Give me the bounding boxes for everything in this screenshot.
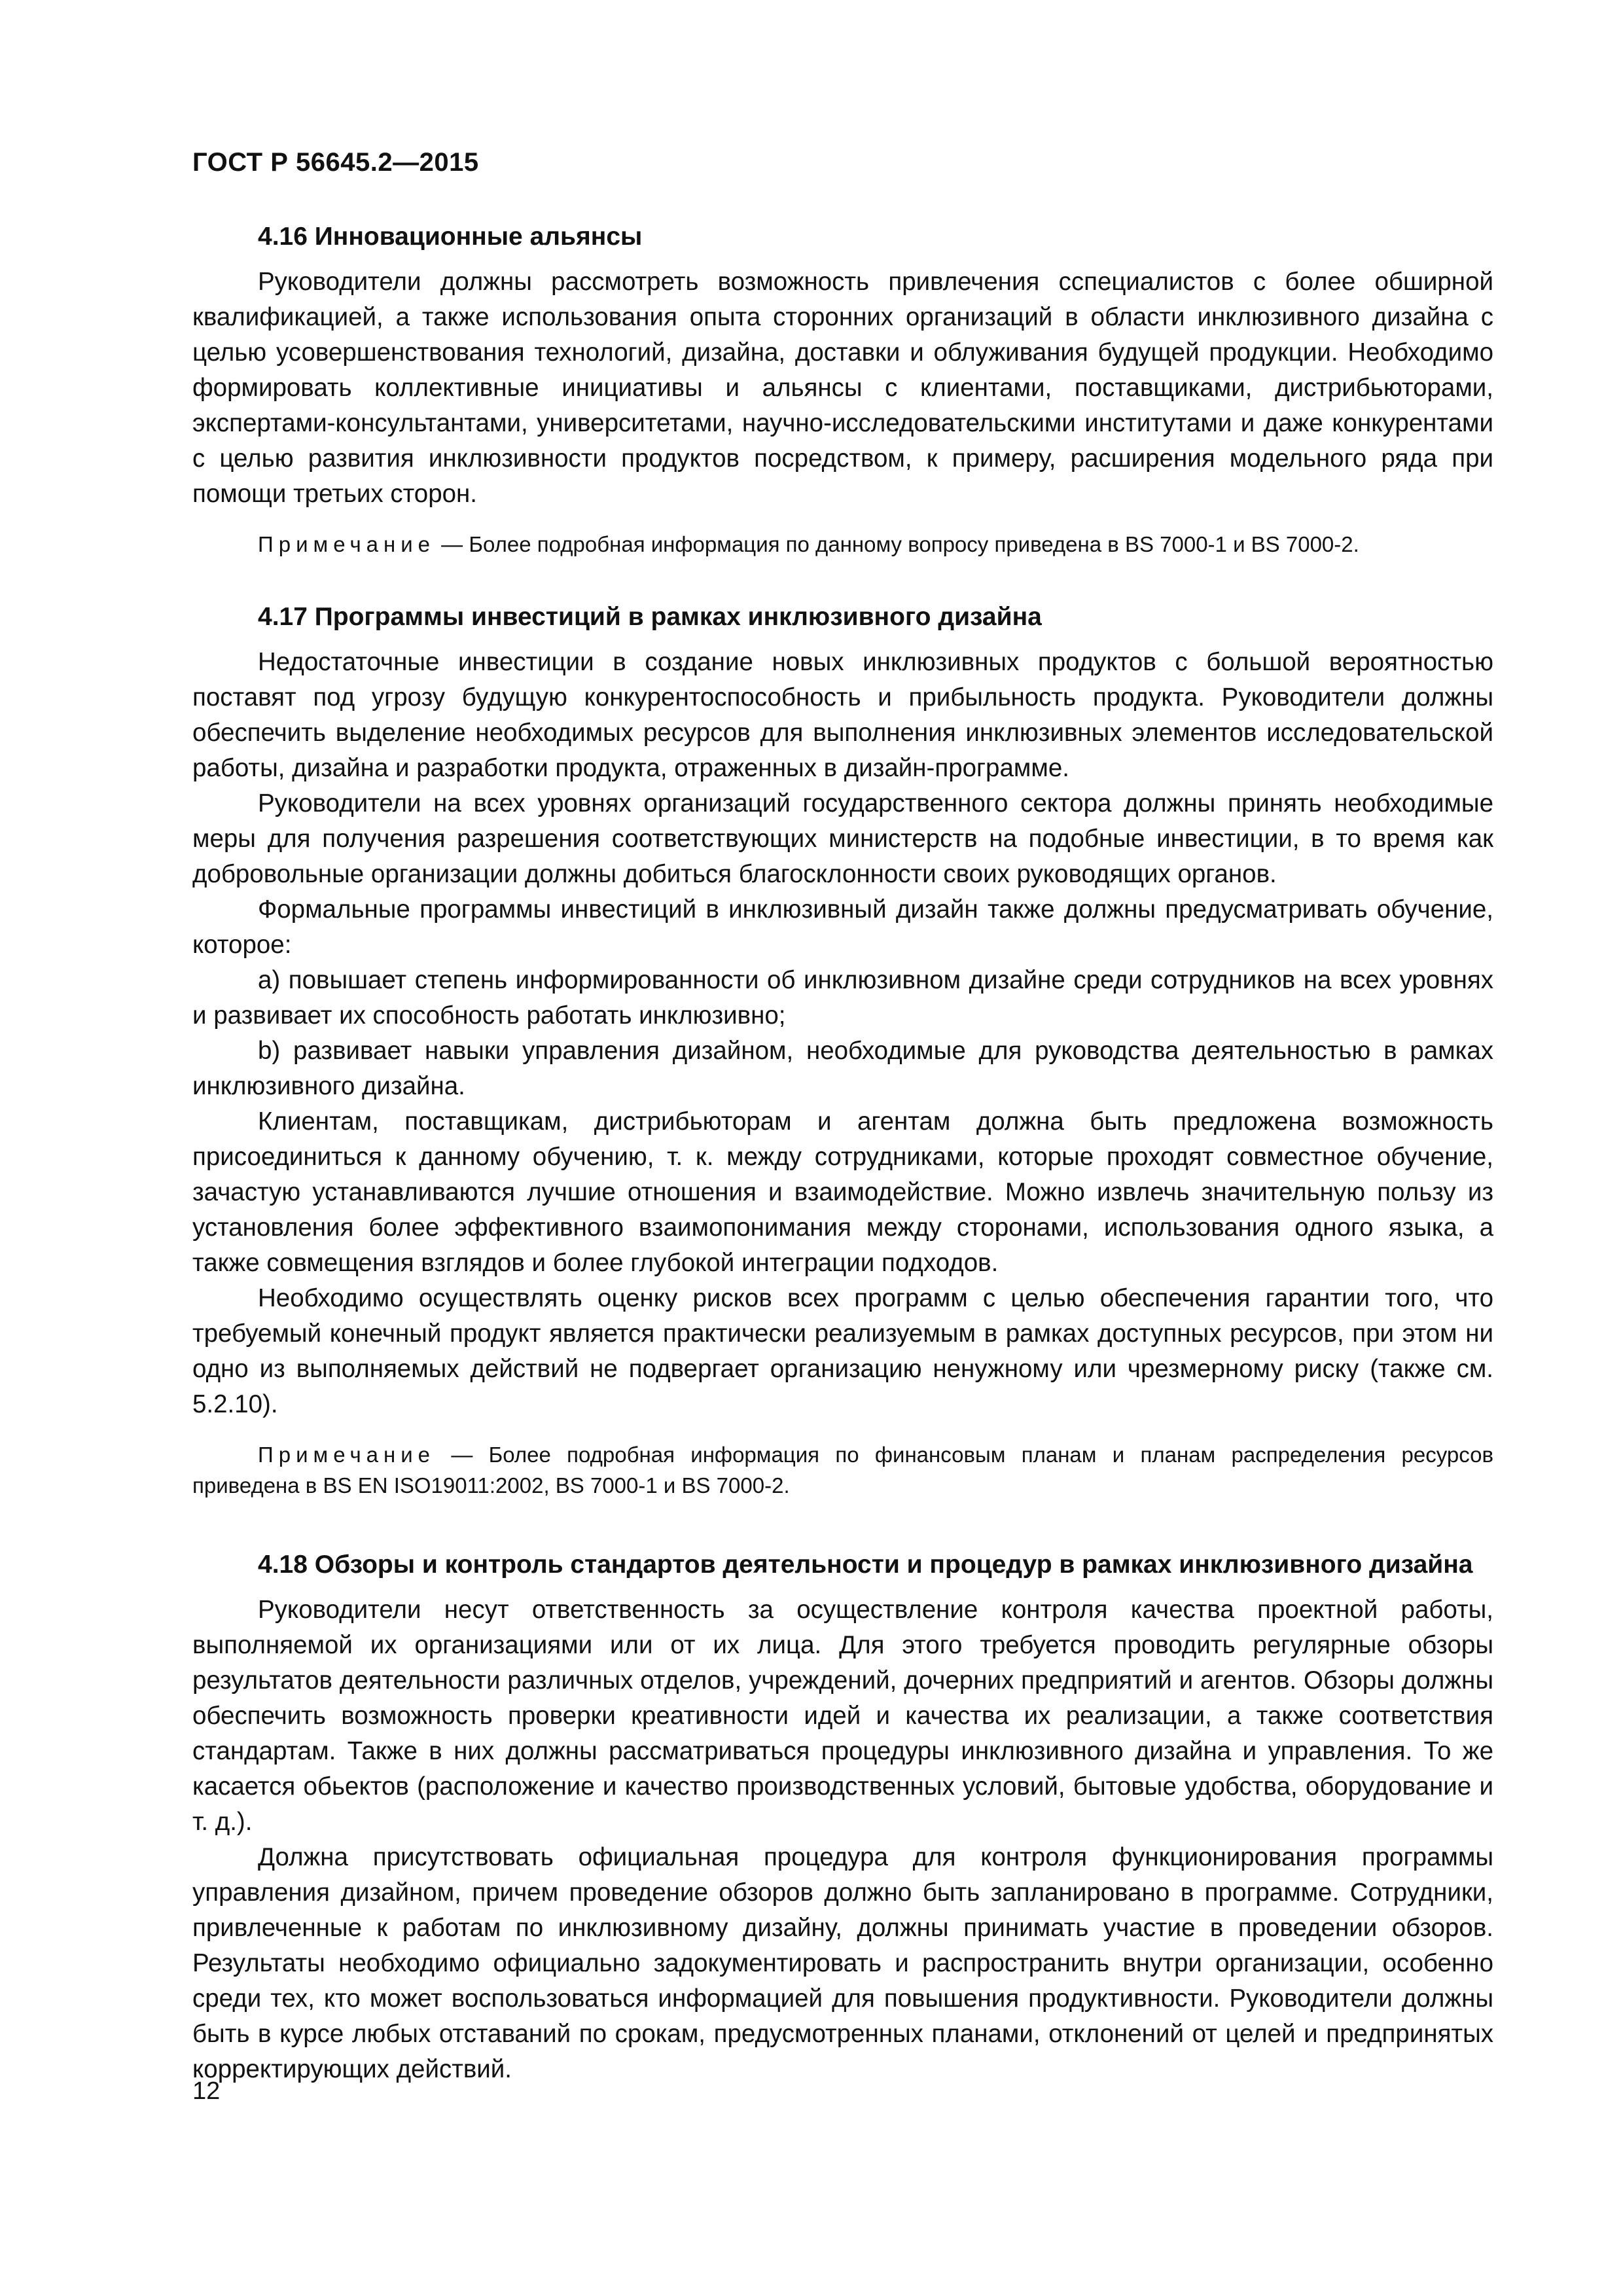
section-heading: 4.18 Обзоры и контроль стандартов деятельности и процедур в рамках инклюзивного дизайна	[258, 1551, 1473, 1579]
paragraph: Клиентам, поставщикам, дистрибьюторам и агентам должна быть предложена возможность присоединиться к данному обучению, т. к. между сотрудниками, которые проходят совместное обучение, зачастую устанавливаются лучшие отношения и взаимодействие. Можно извлечь значительную пользу из установления более эффективного взаимопонимания между сторонами, использования одного языка, а также совмещения взглядов и более глубокой интеграции подходов.	[192, 1107, 1493, 1277]
note	[192, 529, 1493, 560]
paragraph: Руководители несут ответственность за осуществление контроля качества проектной работы, выполняемой их организациями или от их лица. Для этого требуется проводить регулярные обзоры результатов деятельности различных отделов, учреждений, дочерних предприятий и агентов. Обзоры должны обеспечить возможность проверки креативности идей и качества их реализации, а также соответствия стандартам. Также в них должны рассматриваться процедуры инклюзивного дизайна и управления. То же касается обьектов (расположение и качество производственных условий, бытовые удобства, оборудование и т. д.).	[192, 1596, 1493, 1836]
paragraph: Руководители должны рассмотреть возможность привлечения сспециалистов с более обширной квалификацией, а также использования опыта сторонних организаций в области инклюзивного дизайна с целью усовершенствования технологий, дизайна, доставки и облуживания будущей продукции. Необходимо формировать коллективные инициативы и альянсы с клиентами, поставщиками, дистрибьюторами, экспертами-консультантами, университетами, научно-исследовательскими институтами и даже конкурентами с целью развития инклюзивности продуктов посредством, к примеру, расширения модельного ряда при помощи третьих сторон.	[192, 268, 1493, 508]
paragraph: Необходимо осуществлять оценку рисков всех программ с целью обеспечения гарантии того, что требуемый конечный продукт является практически реализуемым в рамках доступных ресурсов, при этом ни одно из выполняемых действий не подвергает организацию ненужному или чрезмерному риску (также см. 5.2.10).	[192, 1284, 1493, 1418]
note-text: — Более подробная информация по финансовым планам и планам распределения ресурсов приведена в BS EN ISO19011:2002, BS 7000-1 и BS 7000-2.	[192, 1443, 1493, 1498]
note-label: Примечание	[258, 532, 436, 556]
section-heading: 4.17 Программы инвестиций в рамках инклюзивного дизайна	[258, 603, 1042, 631]
list-item: а) повышает степень информированности об инклюзивном дизайне среди сотрудников на всех уровнях и развивает их способность работать инклюзивно;	[192, 966, 1493, 1030]
document-body	[192, 220, 1493, 2087]
paragraph: Формальные программы инвестиций в инклюзивный дизайн также должны предусматривать обучение, которое:	[192, 895, 1493, 959]
section-heading: 4.16 Инновационные альянсы	[258, 223, 643, 251]
note-label: Примечание	[258, 1443, 436, 1467]
page-number: 12	[192, 2077, 221, 2105]
paragraph: Недостаточные инвестиции в создание новых инклюзивных продуктов с большой вероятностью поставят под угрозу будущую конкурентоспособность и прибыльность продукта. Руководители должны обеспечить выделение необходимых ресурсов для выполнения инклюзивных элементов исследовательской работы, дизайна и разработки продукта, отраженных в дизайн-программе.	[192, 648, 1493, 782]
section-4-16	[192, 220, 1493, 560]
document-code-header: ГОСТ Р 56645.2—2015	[192, 148, 479, 177]
note	[192, 1439, 1493, 1501]
list-item: b) развивает навыки управления дизайном, необходимые для руководства деятельностью в рамках инклюзивного дизайна.	[192, 1037, 1493, 1100]
section-4-17	[192, 600, 1493, 1501]
paragraph: Руководители на всех уровнях организаций государственного сектора должны принять необходимые меры для получения разрешения соответствующих министерств на подобные инвестиции, в то время как добровольные организации должны добиться благосклонности своих руководящих органов.	[192, 789, 1493, 888]
section-4-18	[192, 1548, 1493, 2087]
note-text: — Более подробная информация по данному вопросу приведена в BS 7000-1 и BS 7000-2.	[435, 532, 1359, 556]
paragraph: Должна присутствовать официальная процедура для контроля функционирования программы управления дизайном, причем проведение обзоров должно быть запланировано в программе. Сотрудники, привлеченные к работам по инклюзивному дизайну, должны принимать участие в проведении обзоров. Результаты необходимо официально задокументировать и распространить внутри организации, особенно среди тех, кто может воспользоваться информацией для повышения продуктивности. Руководители должны быть в курсе любых отставаний по срокам, предусмотренных планами, отклонений от целей и предпринятых корректирующих действий.	[192, 1843, 1493, 2083]
